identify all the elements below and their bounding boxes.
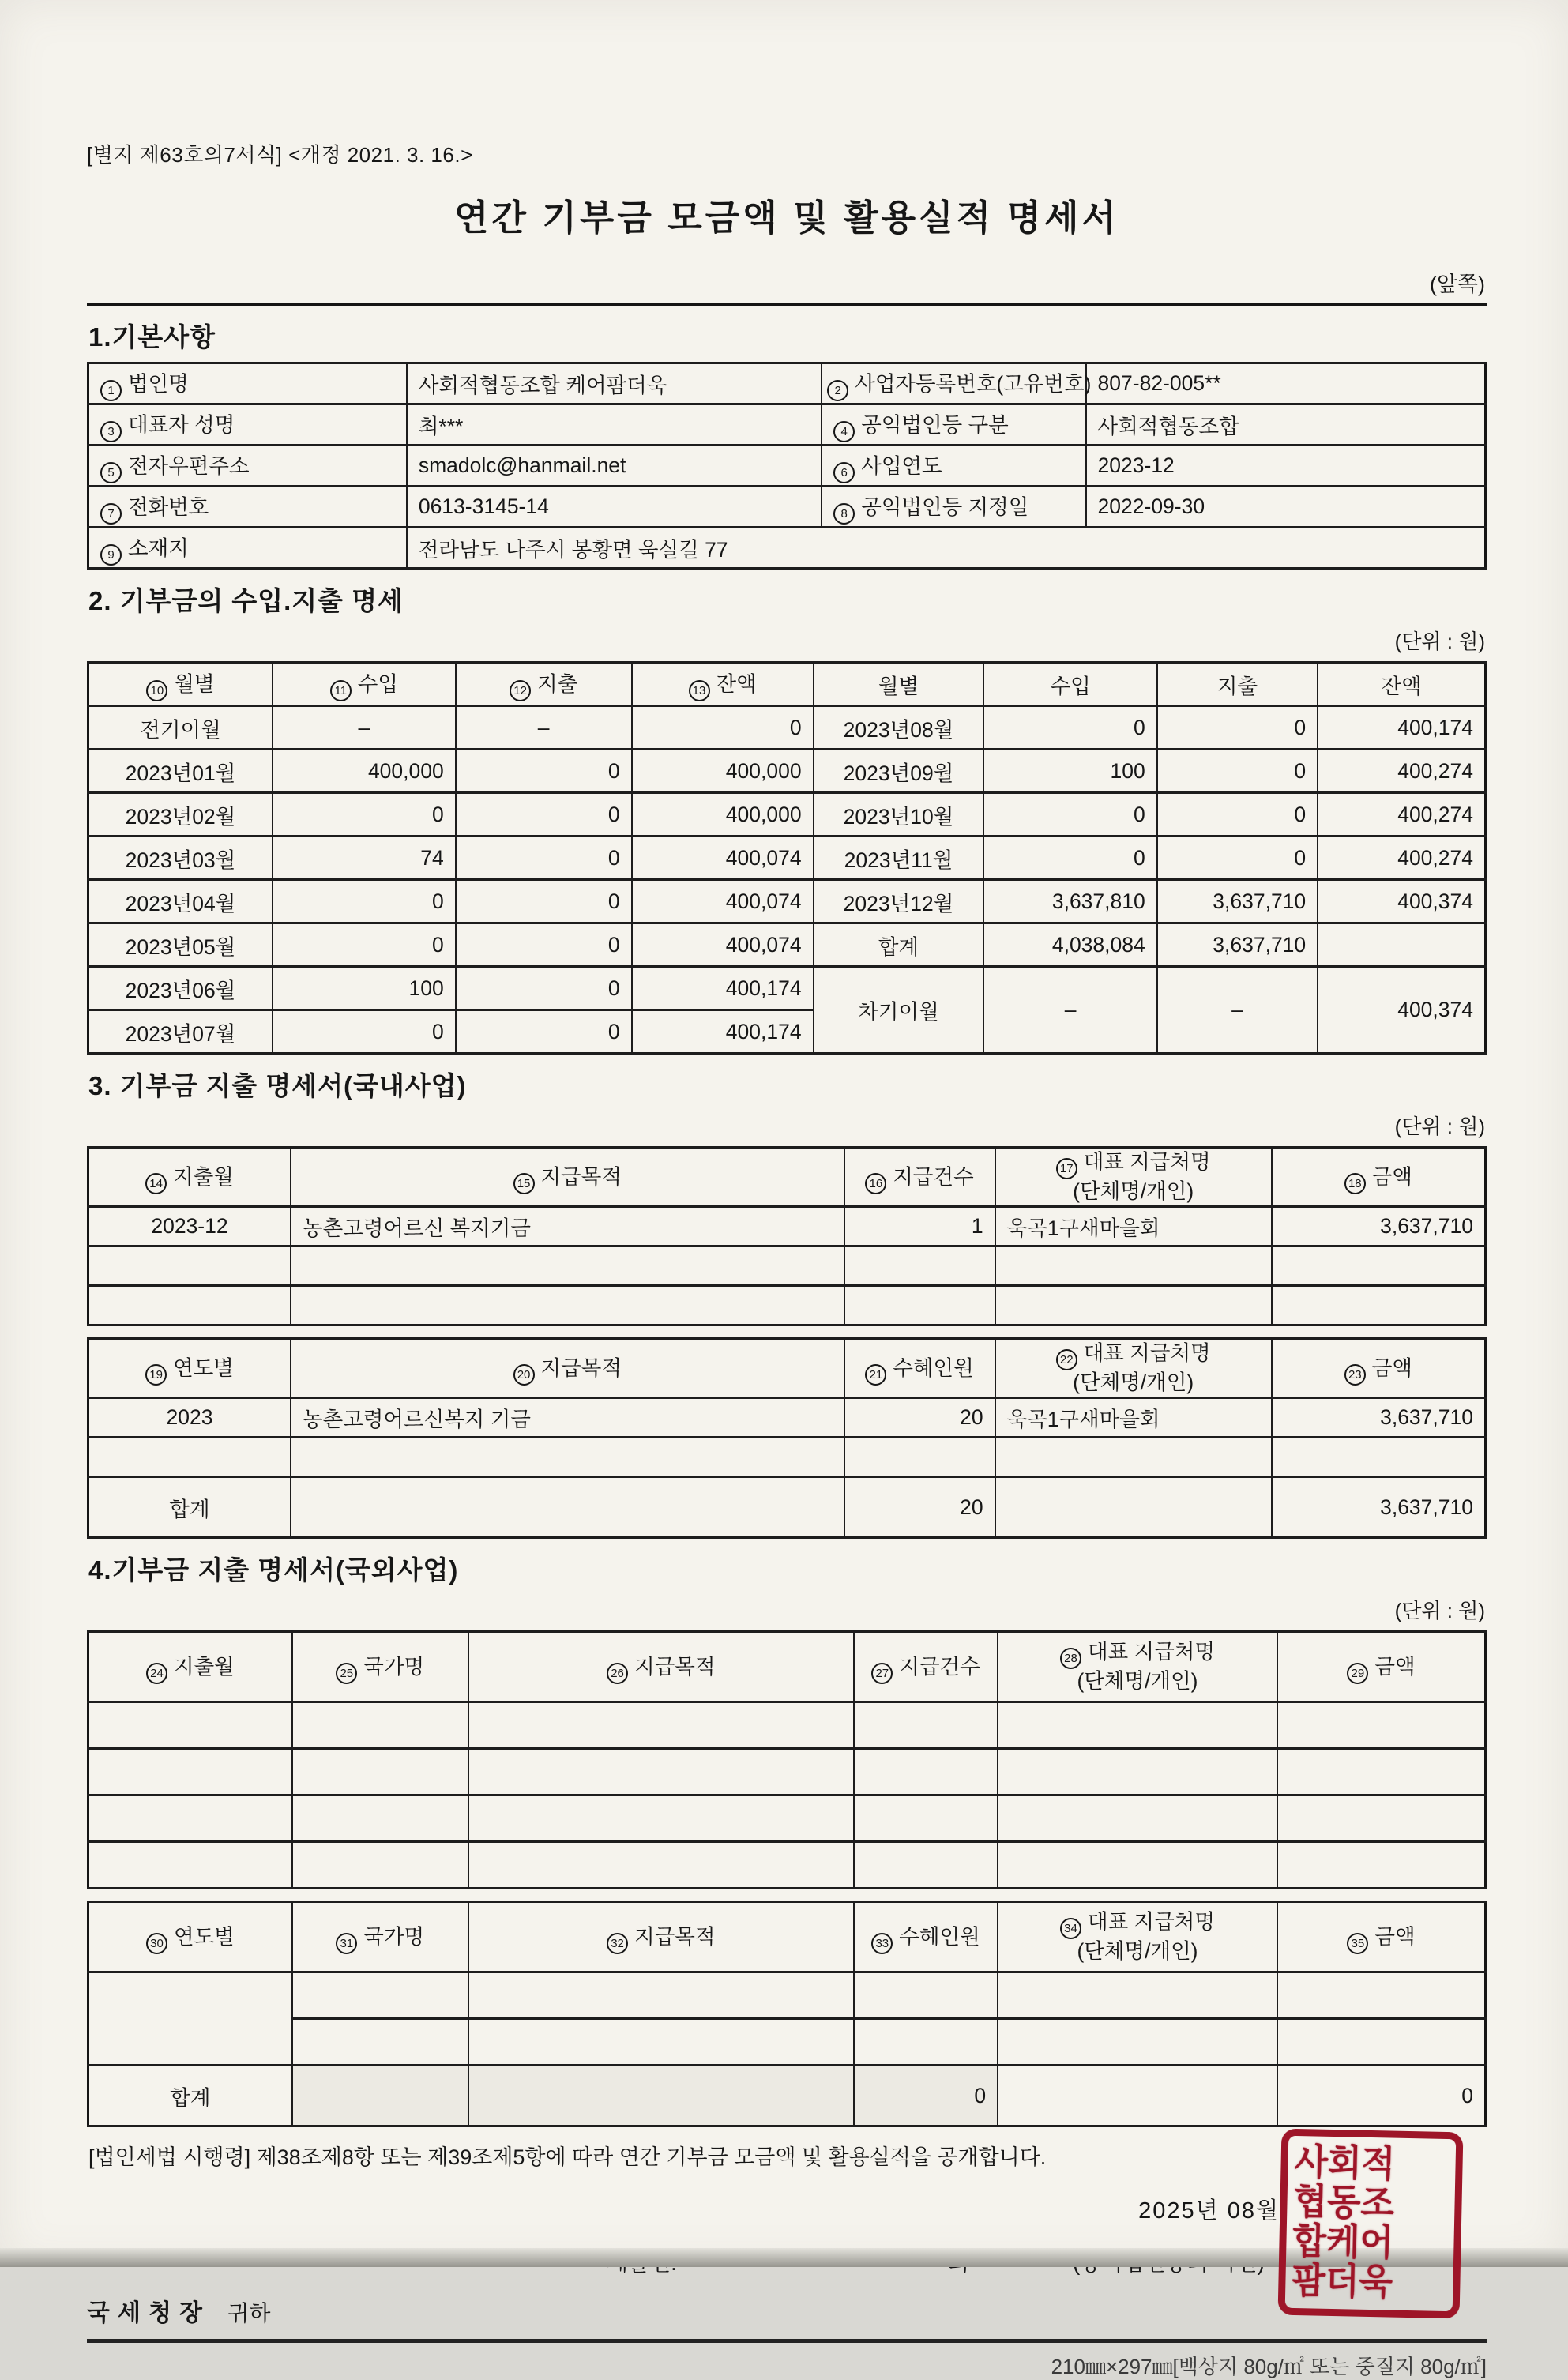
empty-row bbox=[88, 1702, 1486, 1749]
column-header: 12 지출 bbox=[456, 663, 632, 706]
income-cell: 0 bbox=[983, 793, 1156, 837]
unit-label: (단위 : 원) bbox=[1394, 1115, 1485, 1138]
empty-cell bbox=[291, 1477, 844, 1538]
income-cell: 100 bbox=[983, 750, 1156, 793]
paper-spec-note: 210㎜×297㎜[백상지 80g/㎡ 또는 중질지 80g/㎡] bbox=[1051, 2355, 1487, 2378]
income-cell: 100 bbox=[273, 967, 456, 1010]
circled-number: 13 bbox=[689, 680, 710, 701]
column-header: 34 대표 지급처명 (단체명/개인) bbox=[998, 1902, 1277, 1972]
balance-cell: 400,174 bbox=[1318, 706, 1485, 750]
table-row bbox=[88, 404, 1486, 446]
overseas-expense-yearly-table bbox=[87, 1901, 1487, 2127]
header-row bbox=[88, 1902, 1486, 1972]
circled-number: 29 bbox=[1347, 1663, 1368, 1684]
table-row bbox=[88, 1207, 1486, 1246]
field-value: 807-82-005** bbox=[1086, 363, 1486, 404]
header-row bbox=[88, 1148, 1486, 1207]
recipient-line bbox=[87, 2293, 1487, 2328]
income-cell: 0 bbox=[983, 706, 1156, 750]
month-cell: 전기이월 bbox=[88, 706, 273, 750]
month-cell: 2023년05월 bbox=[88, 923, 273, 967]
header-row bbox=[88, 1632, 1486, 1702]
month-cell: 2023년08월 bbox=[814, 706, 984, 750]
field-label: 8 공익법인등 지정일 bbox=[822, 487, 1085, 528]
month-cell: 2023년04월 bbox=[88, 880, 273, 923]
empty-cell bbox=[88, 1972, 292, 2066]
column-header: 33 수혜인원 bbox=[854, 1902, 998, 1972]
circled-number: 11 bbox=[330, 680, 352, 701]
circled-number: 15 bbox=[513, 1173, 535, 1194]
expense-cell: 0 bbox=[456, 1010, 632, 1054]
income-cell: 4,038,084 bbox=[983, 923, 1156, 967]
balance-cell: 400,000 bbox=[632, 750, 814, 793]
circled-number: 21 bbox=[865, 1364, 886, 1386]
circled-number: 32 bbox=[607, 1933, 628, 1954]
count-cell: 1 bbox=[844, 1207, 995, 1246]
empty-row bbox=[88, 1972, 1486, 2019]
section3-heading: 3. 기부금 지출 명세서(국내사업) bbox=[88, 1071, 467, 1100]
field-label: 5 전자우편주소 bbox=[88, 446, 407, 487]
purpose-cell: 농촌고령어르신 복지기금 bbox=[291, 1207, 844, 1246]
basic-info-table bbox=[87, 362, 1487, 570]
total-label-cell: 합계 bbox=[88, 1477, 291, 1538]
balance-cell: 400,274 bbox=[1318, 837, 1485, 880]
stamp-text-row: 사회적 bbox=[1294, 2141, 1396, 2185]
income-cell: 74 bbox=[273, 837, 456, 880]
balance-cell: 400,274 bbox=[1318, 793, 1485, 837]
balance-cell: 400,374 bbox=[1318, 880, 1485, 923]
table-row bbox=[88, 793, 1486, 837]
column-header: 지출 bbox=[1157, 663, 1318, 706]
circled-number: 23 bbox=[1344, 1364, 1366, 1386]
beneficiary-count-cell: 0 bbox=[854, 2066, 998, 2126]
unit-label: (단위 : 원) bbox=[1394, 630, 1485, 653]
income-cell: 0 bbox=[273, 923, 456, 967]
expense-cell: 0 bbox=[456, 793, 632, 837]
field-value: 사회적협동조합 케어팜더욱 bbox=[407, 363, 822, 404]
empty-row bbox=[88, 1286, 1486, 1325]
column-header: 25 국가명 bbox=[292, 1632, 468, 1702]
field-label: 6 사업연도 bbox=[822, 446, 1085, 487]
table-row bbox=[88, 880, 1486, 923]
column-header: 27 지급건수 bbox=[854, 1632, 998, 1702]
balance-cell: 0 bbox=[632, 706, 814, 750]
column-header: 17 대표 지급처명 (단체명/개인) bbox=[995, 1148, 1272, 1207]
carryforward-label-cell: 차기이월 bbox=[814, 967, 984, 1054]
field-value: 전라남도 나주시 봉황면 욱실길 77 bbox=[407, 528, 1486, 569]
circled-number: 35 bbox=[1347, 1933, 1368, 1954]
table-row bbox=[88, 706, 1486, 750]
income-cell: 0 bbox=[273, 793, 456, 837]
month-cell: 2023년06월 bbox=[88, 967, 273, 1010]
month-cell: 2023년01월 bbox=[88, 750, 273, 793]
field-label: 2 사업자등록번호(고유번호) bbox=[822, 363, 1085, 404]
circled-number: 8 bbox=[833, 503, 855, 525]
column-header: 15 지급목적 bbox=[291, 1148, 844, 1207]
income-cell: – bbox=[983, 967, 1156, 1054]
empty-row bbox=[88, 1438, 1486, 1477]
expense-cell: 0 bbox=[456, 923, 632, 967]
column-header: 32 지급목적 bbox=[468, 1902, 854, 1972]
payee-cell: 욱곡1구새마을회 bbox=[995, 1398, 1272, 1438]
column-header: 10 월별 bbox=[88, 663, 273, 706]
field-label: 3 대표자 성명 bbox=[88, 404, 407, 446]
income-cell: 0 bbox=[983, 837, 1156, 880]
overseas-expense-monthly-table bbox=[87, 1630, 1487, 1889]
unit-label: (단위 : 원) bbox=[1394, 1599, 1485, 1622]
amount-cell: 3,637,710 bbox=[1272, 1207, 1486, 1246]
income-cell: – bbox=[273, 706, 456, 750]
circled-number: 14 bbox=[145, 1173, 167, 1194]
column-header: 16 지급건수 bbox=[844, 1148, 995, 1207]
expense-cell: 0 bbox=[1157, 750, 1318, 793]
expense-cell: – bbox=[1157, 967, 1318, 1054]
expense-cell: 0 bbox=[456, 837, 632, 880]
empty-cell bbox=[292, 2066, 468, 2126]
table-row bbox=[88, 487, 1486, 528]
circled-number: 34 bbox=[1060, 1918, 1081, 1939]
year-cell: 2023 bbox=[88, 1398, 291, 1438]
balance-cell bbox=[1318, 923, 1485, 967]
balance-cell: 400,174 bbox=[632, 1010, 814, 1054]
empty-row bbox=[88, 2019, 1486, 2066]
front-side-label: (앞쪽) bbox=[1429, 273, 1485, 296]
circled-number: 5 bbox=[100, 462, 122, 483]
payee-cell: 욱곡1구새마을회 bbox=[995, 1207, 1272, 1246]
field-value: smadolc@hanmail.net bbox=[407, 446, 822, 487]
amount-cell: 3,637,710 bbox=[1272, 1477, 1486, 1538]
field-value: 0613-3145-14 bbox=[407, 487, 822, 528]
field-value: 2022-09-30 bbox=[1086, 487, 1486, 528]
expense-cell: 3,637,710 bbox=[1157, 880, 1318, 923]
expense-cell: 0 bbox=[1157, 706, 1318, 750]
empty-cell bbox=[995, 1477, 1272, 1538]
column-header: 22 대표 지급처명 (단체명/개인) bbox=[995, 1339, 1272, 1398]
column-header: 31 국가명 bbox=[292, 1902, 468, 1972]
beneficiary-count-cell: 20 bbox=[844, 1398, 995, 1438]
table-row bbox=[88, 446, 1486, 487]
empty-row bbox=[88, 1795, 1486, 1842]
form-reference-note: [별지 제63호의7서식] <개정 2021. 3. 16.> bbox=[87, 143, 473, 167]
column-header: 30 연도별 bbox=[88, 1902, 292, 1972]
field-label: 4 공익법인등 구분 bbox=[822, 404, 1085, 446]
column-header: 20 지급목적 bbox=[291, 1339, 844, 1398]
section2-heading: 2. 기부금의 수입.지출 명세 bbox=[88, 586, 404, 615]
circled-number: 33 bbox=[871, 1933, 893, 1954]
header-row bbox=[88, 1339, 1486, 1398]
circled-number: 4 bbox=[833, 421, 855, 442]
empty-cell bbox=[468, 2066, 854, 2126]
empty-row bbox=[88, 1842, 1486, 1889]
purpose-cell: 농촌고령어르신복지 기금 bbox=[291, 1398, 844, 1438]
header-row bbox=[88, 663, 1486, 706]
field-value: 2023-12 bbox=[1086, 446, 1486, 487]
recipient-honorific: 귀하 bbox=[227, 2301, 271, 2325]
top-rule bbox=[87, 303, 1487, 306]
circled-number: 27 bbox=[871, 1663, 893, 1684]
column-header: 14 지출월 bbox=[88, 1148, 291, 1207]
circled-number: 25 bbox=[336, 1663, 357, 1684]
field-value: 사회적협동조합 bbox=[1086, 404, 1486, 446]
submission-date: 2025년 08월 bbox=[1138, 2198, 1280, 2224]
stamp-text-row: 합케어 bbox=[1292, 2220, 1394, 2264]
column-header: 13 잔액 bbox=[632, 663, 814, 706]
balance-cell: 400,000 bbox=[632, 793, 814, 837]
column-header: 26 지급목적 bbox=[468, 1632, 854, 1702]
total-label-cell: 합계 bbox=[88, 2066, 292, 2126]
circled-number: 20 bbox=[513, 1364, 535, 1386]
table-row bbox=[88, 923, 1486, 967]
expense-cell: – bbox=[456, 706, 632, 750]
column-header: 잔액 bbox=[1318, 663, 1485, 706]
income-cell: 0 bbox=[273, 880, 456, 923]
circled-number: 7 bbox=[100, 503, 122, 525]
table-row bbox=[88, 1398, 1486, 1438]
circled-number: 31 bbox=[336, 1933, 357, 1954]
expense-month-cell: 2023-12 bbox=[88, 1207, 291, 1246]
field-label: 7 전화번호 bbox=[88, 487, 407, 528]
expense-cell: 0 bbox=[456, 967, 632, 1010]
corporate-seal-stamp bbox=[1278, 2129, 1464, 2319]
amount-cell: 0 bbox=[1277, 2066, 1486, 2126]
field-value: 최*** bbox=[407, 404, 822, 446]
income-cell: 3,637,810 bbox=[983, 880, 1156, 923]
table-row bbox=[88, 528, 1486, 569]
expense-cell: 0 bbox=[1157, 837, 1318, 880]
amount-cell: 3,637,710 bbox=[1272, 1398, 1486, 1438]
stamp-text-row: 협동조 bbox=[1293, 2181, 1395, 2224]
balance-cell: 400,074 bbox=[632, 837, 814, 880]
circled-number: 3 bbox=[100, 421, 122, 442]
balance-cell: 400,274 bbox=[1318, 750, 1485, 793]
month-cell: 2023년07월 bbox=[88, 1010, 273, 1054]
column-header: 18 금액 bbox=[1272, 1148, 1486, 1207]
expense-cell: 0 bbox=[1157, 793, 1318, 837]
month-cell: 2023년11월 bbox=[814, 837, 984, 880]
domestic-expense-yearly-table bbox=[87, 1337, 1487, 1539]
expense-cell: 0 bbox=[456, 750, 632, 793]
circled-number: 22 bbox=[1056, 1349, 1077, 1370]
circled-number: 30 bbox=[146, 1933, 167, 1954]
monthly-income-expense-table bbox=[87, 661, 1487, 1055]
circled-number: 16 bbox=[865, 1173, 886, 1194]
circled-number: 1 bbox=[100, 380, 122, 401]
column-header: 19 연도별 bbox=[88, 1339, 291, 1398]
income-cell: 400,000 bbox=[273, 750, 456, 793]
balance-cell: 400,074 bbox=[632, 880, 814, 923]
circled-number: 12 bbox=[510, 680, 531, 701]
total-label-cell: 합계 bbox=[814, 923, 984, 967]
table-row bbox=[88, 750, 1486, 793]
page-title: 연간 기부금 모금액 및 활용실적 명세서 bbox=[453, 197, 1120, 238]
empty-row bbox=[88, 1246, 1486, 1286]
month-cell: 2023년10월 bbox=[814, 793, 984, 837]
beneficiary-count-cell: 20 bbox=[844, 1477, 995, 1538]
circled-number: 2 bbox=[827, 380, 848, 401]
column-header: 수입 bbox=[983, 663, 1156, 706]
bottom-rule bbox=[87, 2339, 1487, 2343]
circled-number: 26 bbox=[607, 1663, 628, 1684]
balance-cell: 400,374 bbox=[1318, 967, 1485, 1054]
month-cell: 2023년09월 bbox=[814, 750, 984, 793]
expense-cell: 0 bbox=[456, 880, 632, 923]
circled-number: 10 bbox=[146, 680, 167, 701]
month-cell: 2023년02월 bbox=[88, 793, 273, 837]
circled-number: 24 bbox=[146, 1663, 167, 1684]
balance-cell: 400,174 bbox=[632, 967, 814, 1010]
table-row bbox=[88, 363, 1486, 404]
disclosure-notice: [법인세법 시행령] 제38조제8항 또는 제39조제5항에 따라 연간 기부금 모금액 및 활용실적을 공개합니다. bbox=[88, 2145, 1047, 2169]
total-row bbox=[88, 1477, 1486, 1538]
domestic-expense-monthly-table bbox=[87, 1146, 1487, 1326]
table-row bbox=[88, 837, 1486, 880]
empty-cell bbox=[998, 2066, 1277, 2126]
column-header: 11 수입 bbox=[273, 663, 456, 706]
expense-cell: 3,637,710 bbox=[1157, 923, 1318, 967]
circled-number: 6 bbox=[833, 462, 855, 483]
income-cell: 0 bbox=[273, 1010, 456, 1054]
section1-heading: 1.기본사항 bbox=[88, 322, 216, 352]
month-cell: 2023년03월 bbox=[88, 837, 273, 880]
stamp-text-row: 팜더욱 bbox=[1291, 2260, 1393, 2303]
circled-number: 28 bbox=[1060, 1648, 1081, 1669]
column-header: 23 금액 bbox=[1272, 1339, 1486, 1398]
circled-number: 19 bbox=[145, 1364, 167, 1386]
column-header: 월별 bbox=[814, 663, 984, 706]
column-header: 24 지출월 bbox=[88, 1632, 292, 1702]
empty-row bbox=[88, 1749, 1486, 1795]
column-header: 29 금액 bbox=[1277, 1632, 1486, 1702]
table-row bbox=[88, 967, 1486, 1010]
balance-cell: 400,074 bbox=[632, 923, 814, 967]
column-header: 28 대표 지급처명 (단체명/개인) bbox=[998, 1632, 1277, 1702]
recipient-title: 국세청장 bbox=[87, 2300, 210, 2326]
circled-number: 9 bbox=[100, 544, 122, 566]
field-label: 9 소재지 bbox=[88, 528, 407, 569]
column-header: 35 금액 bbox=[1277, 1902, 1486, 1972]
circled-number: 17 bbox=[1056, 1158, 1077, 1179]
month-cell: 2023년12월 bbox=[814, 880, 984, 923]
total-row bbox=[88, 2066, 1486, 2126]
circled-number: 18 bbox=[1344, 1173, 1366, 1194]
field-label: 1 법인명 bbox=[88, 363, 407, 404]
section4-heading: 4.기부금 지출 명세서(국외사업) bbox=[88, 1555, 459, 1585]
column-header: 21 수혜인원 bbox=[844, 1339, 995, 1398]
